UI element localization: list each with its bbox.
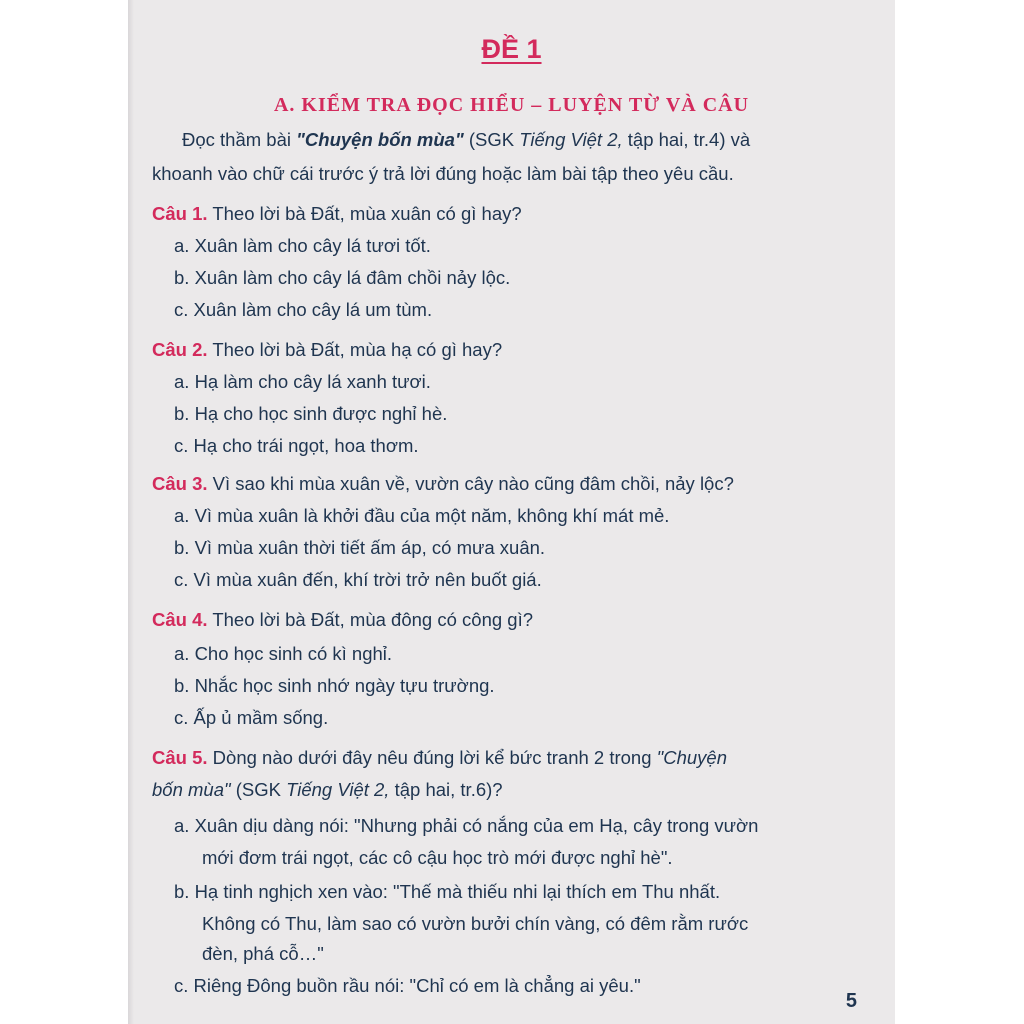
question-1-option-c: c. Xuân làm cho cây lá um tùm. (174, 299, 433, 320)
question-5-option-c: c. Riêng Đông buồn rầu nói: "Chỉ có em là chẳng ai yêu." (174, 975, 641, 996)
question-1-option-b: b. Xuân làm cho cây lá đâm chồi nảy lộc. (174, 267, 511, 288)
section-title: A. KIỂM TRA ĐỌC HIỂU – LUYỆN TỪ VÀ CÂU (273, 94, 750, 116)
question-2-option-b: b. Hạ cho học sinh được nghỉ hè. (174, 403, 448, 424)
question-2-option-a: a. Hạ làm cho cây lá xanh tươi. (174, 371, 431, 392)
question-1-option-a: a. Xuân làm cho cây lá tươi tốt. (174, 235, 431, 256)
question-4-option-c: c. Ấp ủ mầm sống. (174, 707, 329, 728)
question-5-option-b: b. Hạ tinh nghịch xen vào: "Thế mà thiếu nhi lại thích em Thu nhất. (174, 881, 721, 902)
question-4: Câu 4. Theo lời bà Đất, mùa đông có công gì? (152, 609, 533, 630)
question-2-option-c: c. Hạ cho trái ngọt, hoa thơm. (174, 435, 419, 456)
question-3: Câu 3. Vì sao khi mùa xuân về, vườn cây nào cũng đâm chồi, nảy lộc? (152, 473, 734, 494)
question-3-option-b: b. Vì mùa xuân thời tiết ấm áp, có mưa xuân. (174, 537, 546, 558)
exam-heading: ĐỀ 1 (481, 34, 542, 64)
question-3-option-a: a. Vì mùa xuân là khởi đầu của một năm, không khí mát mẻ. (174, 505, 670, 526)
question-4-option-b: b. Nhắc học sinh nhớ ngày tựu trường. (174, 675, 495, 696)
question-5-option-b-cont-1: Không có Thu, làm sao có vườn bưởi chín vàng, có đêm rằm rước (202, 913, 749, 934)
page-number: 5 (845, 990, 857, 1012)
question-5-line-2: bốn mùa" (SGK Tiếng Việt 2, tập hai, tr.6)? (152, 779, 503, 800)
intro-line-2: khoanh vào chữ cái trước ý trả lời đúng hoặc làm bài tập theo yêu cầu. (152, 163, 734, 184)
question-2: Câu 2. Theo lời bà Đất, mùa hạ có gì hay? (152, 339, 503, 360)
book-page (128, 0, 895, 1024)
question-5-option-a-cont: mới đơm trái ngọt, các cô cậu học trò mới được nghỉ hè". (202, 847, 673, 868)
question-1: Câu 1. Theo lời bà Đất, mùa xuân có gì hay? (152, 203, 522, 224)
question-4-option-a: a. Cho học sinh có kì nghỉ. (174, 643, 393, 664)
question-3-option-c: c. Vì mùa xuân đến, khí trời trở nên buốt giá. (174, 569, 542, 590)
question-5: Câu 5. Dòng nào dưới đây nêu đúng lời kể bức tranh 2 trong "Chuyện (152, 747, 727, 768)
intro-line-1: Đọc thầm bài "Chuyện bốn mùa" (SGK Tiếng Việt 2, tập hai, tr.4) và (182, 129, 751, 150)
page-edge-shadow (128, 0, 134, 1024)
question-5-option-b-cont-2: đèn, phá cỗ…" (202, 943, 324, 964)
question-5-option-a: a. Xuân dịu dàng nói: "Nhưng phải có nắng của em Hạ, cây trong vườn (174, 815, 759, 836)
